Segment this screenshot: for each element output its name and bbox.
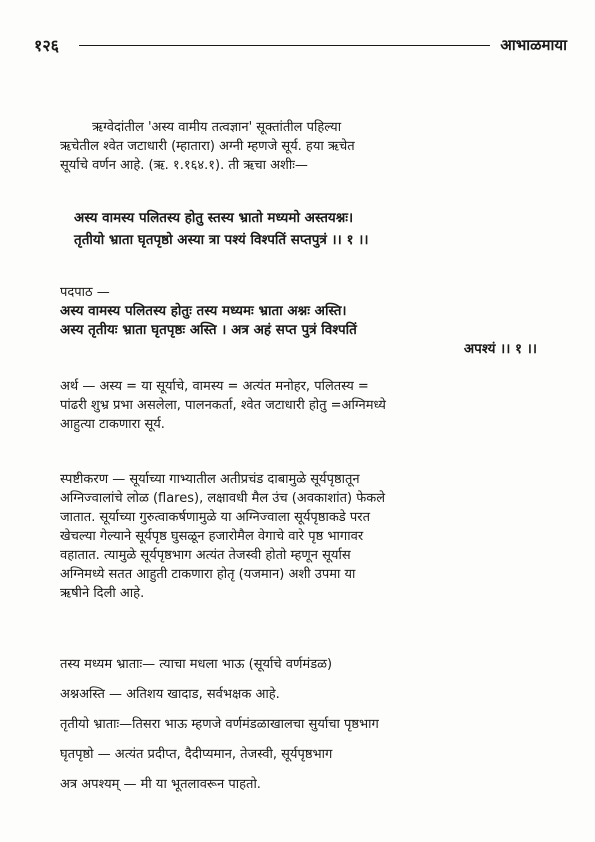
- running-title: आभाळमाया: [500, 36, 567, 54]
- intro-line: ऋग्वेदांतील 'अस्य वामीय तत्वज्ञान' सूक्तांतील पहिल्या: [92, 120, 342, 135]
- explanation-line: जातात. सूर्याच्या गुरुत्वाकर्षणामुळे या अग्निज्वाला सूर्यपृष्ठाकडे परत: [60, 510, 370, 525]
- page-header: [34, 34, 567, 56]
- padpath-line: अस्य वामस्य पलितस्य होतुः तस्य मध्यमः भ्राता अश्नः अस्ति।: [60, 303, 347, 319]
- glossary-list: [60, 650, 555, 800]
- glossary-item: अश्नअस्ति — अतिशय खादाड, सर्वभक्षक आहे.: [60, 687, 280, 702]
- glossary-item: घृतपृष्ठो — अत्यंत प्रदीप्त, दैदीप्यमान, तेजस्वी, सूर्यपृष्ठभाग: [60, 747, 333, 762]
- explanation-line: ऋषीने दिली आहे.: [60, 586, 145, 601]
- glossary-item: तस्य मध्यम भ्राताः— त्याचा मधला भाऊ (सूर्याचे वर्णमंडळ): [60, 657, 333, 672]
- meaning-line: पांढरी शुभ्र प्रभा असलेला, पालनकर्ता, श्वेत जटाधारी होतु =अग्निमध्ये: [60, 398, 386, 413]
- padpath-heading: पदपाठ —: [60, 285, 110, 300]
- padpath-tail: अपश्यं ।। १ ।।: [463, 341, 537, 357]
- page-number: १२६: [34, 36, 59, 55]
- padpath-section: [60, 283, 555, 359]
- verse-line: अस्य वामस्य पलितस्य होतु स्तस्य भ्रातो मध्यमो अस्तयश्नः।: [74, 210, 354, 226]
- meaning-paragraph: [60, 377, 555, 434]
- glossary-item: तृतीयो भ्राताः—तिसरा भाऊ म्हणजे वर्णमंडळाखालचा सुर्याचा पृष्ठभाग: [60, 717, 379, 732]
- meaning-line: आहुत्या टाकणारा सूर्य.: [60, 417, 165, 432]
- glossary-item: अत्र अपश्यम् — मी या भूतलावरून पाहतो.: [60, 777, 261, 792]
- explanation-line: स्पष्टीकरण — सूर्याच्या गाभ्यातील अतीप्रचंड दाबामुळे सूर्यपृष्ठातून: [60, 472, 360, 487]
- explanation-line: वहातात. त्यामुळे सूर्यपृष्ठभाग अत्यंत तेजस्वी होतो म्हणून सूर्यास: [60, 548, 351, 563]
- explanation-line: अग्निज्वालांचे लोळ (flares), लक्षावधी मैल उंच (अवकाशांत) फेकले: [60, 491, 386, 506]
- verse-line: तृतीयो भ्राता घृतपृष्ठो अस्या त्रा पश्यं विश्पतिं सप्तपुत्रं ।। १ ।।: [74, 232, 369, 248]
- intro-line: ऋचेतील श्वेत जटाधारी (म्हातारा) अग्नी म्हणजे सूर्य. हया ऋचेत: [60, 139, 355, 154]
- verse-block: [74, 207, 555, 251]
- padpath-line: अस्य तृतीयः भ्राता घृतपृष्ठः अस्ति । अत्र अहं सप्त पुत्रं विश्पतिं: [60, 322, 357, 338]
- meaning-line: अर्थ — अस्य = या सूर्याचे, वामस्य = अत्यंत मनोहर, पलितस्य =: [60, 379, 369, 394]
- explanation-line: अग्निमध्ये सतत आहुती टाकणारा होतृ (यजमान) अशी उपमा या: [60, 567, 356, 582]
- explanation-line: खेचल्या गेल्याने सूर्यपृष्ठ घुसळून हजारोमैल वेगाचे वारे पृष्ठ भागावर: [60, 529, 364, 544]
- intro-line: सूर्याचे वर्णन आहे. (ऋ. १.१६४.१). ती ऋचा अशीः—: [60, 158, 308, 173]
- explanation-paragraph: [60, 470, 555, 603]
- intro-paragraph: [60, 118, 555, 175]
- header-rule: [79, 45, 490, 46]
